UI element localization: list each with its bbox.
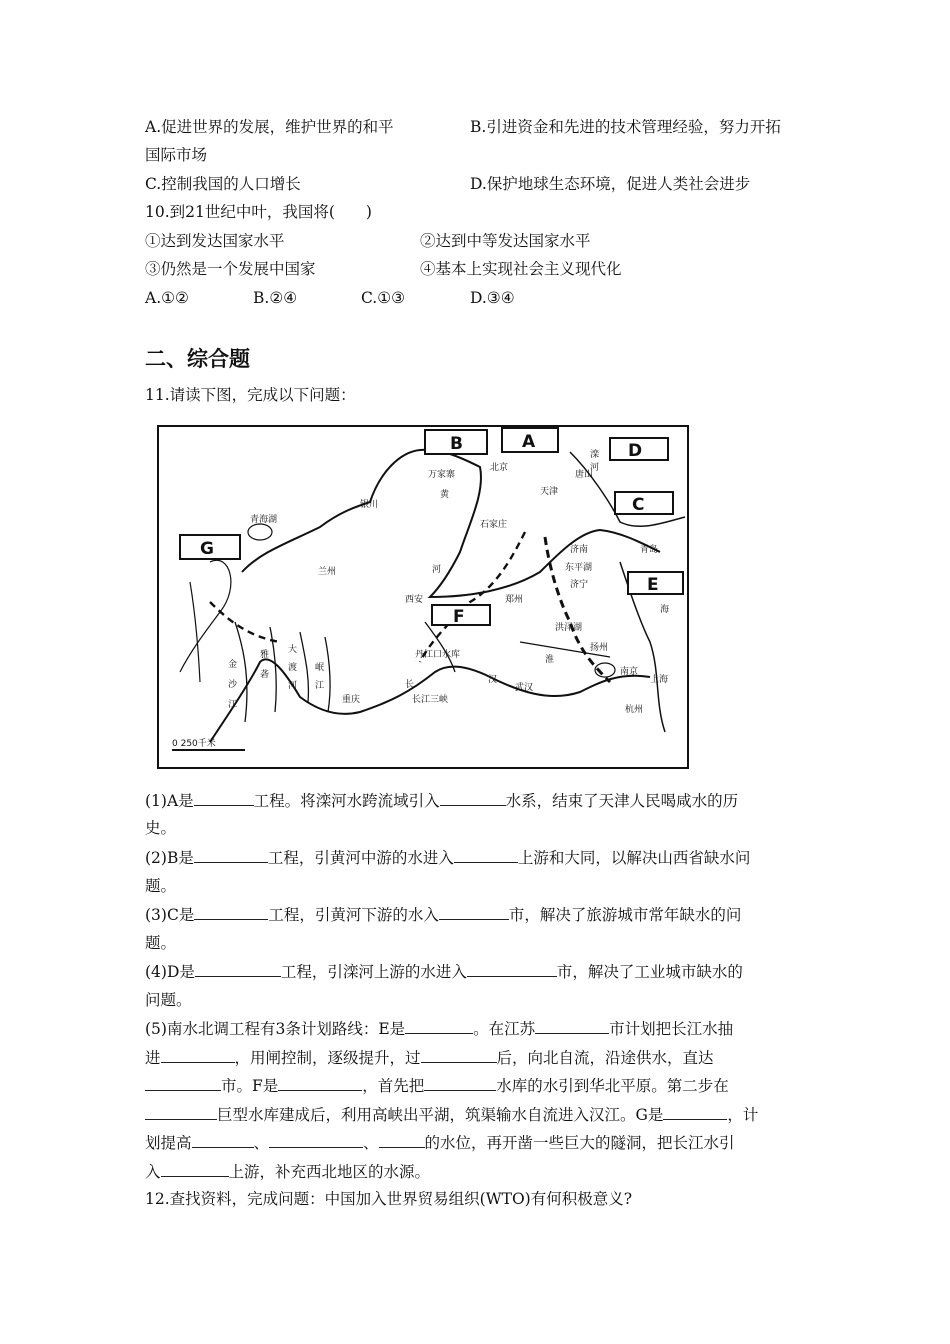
q11-part3-line2: 题。 bbox=[145, 934, 177, 952]
answer-blank[interactable] bbox=[405, 1018, 473, 1034]
city-label: 洪泽湖 bbox=[555, 623, 583, 633]
river-label: 雅 bbox=[260, 650, 270, 660]
box-label-d: D bbox=[628, 441, 643, 461]
box-label-f: F bbox=[453, 607, 465, 627]
answer-blank[interactable] bbox=[421, 1047, 497, 1063]
river-label: 长 bbox=[405, 680, 415, 690]
river-label: 砻 bbox=[260, 670, 270, 680]
q10-option-b: B.②④ bbox=[253, 289, 298, 307]
q11-part5-line6: 入 上游，补充西北地区的水源。 bbox=[145, 1163, 431, 1181]
q12-stem: 12.查找资料，完成问题：中国加入世界贸易组织(WTO)有何积极意义? bbox=[145, 1190, 633, 1208]
city-label: 兰州 bbox=[318, 567, 337, 577]
river-label: 渡 bbox=[288, 663, 298, 673]
city-label: 东平湖 bbox=[565, 563, 593, 573]
city-label: 青海湖 bbox=[250, 515, 278, 525]
answer-blank[interactable] bbox=[161, 1161, 229, 1177]
q9-option-c: C.控制我国的人口增长 bbox=[145, 175, 301, 193]
q11-part5-line3: 市。F是 ，首先把 水库的水引到华北平原。第二步在 bbox=[145, 1075, 729, 1096]
answer-blank[interactable] bbox=[192, 1132, 254, 1148]
city-label: 万家寨 bbox=[428, 470, 456, 480]
city-label: 长江三峡 bbox=[412, 695, 449, 705]
city-label: 济宁 bbox=[570, 580, 589, 590]
answer-blank[interactable] bbox=[424, 1075, 496, 1091]
river-label: 黄 bbox=[440, 490, 450, 500]
answer-blank[interactable] bbox=[145, 1104, 217, 1120]
q10-statement-1: ①达到发达国家水平 bbox=[145, 232, 285, 250]
river-label: 大 bbox=[288, 645, 298, 655]
water-diversion-map bbox=[150, 412, 710, 774]
answer-blank[interactable] bbox=[440, 790, 506, 806]
box-label-g: G bbox=[200, 539, 214, 559]
city-label: 唐山 bbox=[575, 470, 594, 480]
city-label: 银川 bbox=[360, 500, 379, 510]
river-label: 海 bbox=[660, 605, 670, 615]
river-label: 河 bbox=[590, 463, 600, 473]
answer-blank[interactable] bbox=[194, 904, 268, 920]
city-label: 青岛 bbox=[640, 545, 659, 555]
river-label: 岷 bbox=[315, 663, 325, 673]
city-label: 郑州 bbox=[505, 595, 524, 605]
answer-blank[interactable] bbox=[161, 1047, 235, 1063]
q11-part5-line2: 进 ，用闸控制，逐级提升，过 后，向北自流，沿途供水，直达 bbox=[145, 1049, 714, 1067]
q10-statement-4: ④基本上实现社会主义现代化 bbox=[420, 260, 622, 278]
q11-part1-line1: (1)A是 工程。将滦河水跨流域引入 水系，结束了天津人民喝咸水的历 bbox=[145, 792, 739, 810]
answer-blank[interactable] bbox=[278, 1075, 362, 1091]
river-label: 滦 bbox=[590, 450, 600, 460]
answer-blank[interactable] bbox=[439, 904, 509, 920]
q11-part5-line4: 巨型水库建成后，利用高峡出平湖，筑渠输水自流进入汉江。G是 ，计 bbox=[145, 1104, 758, 1125]
city-label: 扬州 bbox=[590, 643, 609, 653]
river-label: 淮 bbox=[545, 655, 555, 665]
answer-blank[interactable] bbox=[195, 961, 281, 977]
scale-label: 0 250千米 bbox=[172, 739, 216, 749]
q10-stem: 10.到21世纪中叶，我国将( ) bbox=[145, 203, 372, 221]
q9-option-b-continued: 国际市场 bbox=[145, 146, 208, 164]
q11-stem: 11.请读下图，完成以下问题： bbox=[145, 386, 356, 404]
box-label-b: B bbox=[450, 434, 463, 454]
city-label: 石家庄 bbox=[480, 520, 508, 530]
river-label: 河 bbox=[288, 681, 298, 691]
q9-option-a: A.促进世界的发展，维护世界的和平 bbox=[145, 118, 394, 136]
river-label: 汉 bbox=[488, 675, 498, 685]
answer-blank[interactable] bbox=[535, 1018, 609, 1034]
q11-part4-line1: (4)D是 工程，引滦河上游的水进入 市，解决了工业城市缺水的 bbox=[145, 963, 743, 981]
answer-blank[interactable] bbox=[145, 1075, 221, 1091]
river-label: 金 bbox=[228, 660, 238, 670]
section-heading: 二、综合题 bbox=[145, 347, 250, 371]
answer-blank[interactable] bbox=[454, 847, 518, 863]
q11-part3-line1: (3)C是 工程，引黄河下游的水入 市，解决了旅游城市常年缺水的问 bbox=[145, 906, 742, 924]
river-label: 沙 bbox=[228, 680, 238, 690]
river-label: 河 bbox=[432, 565, 442, 575]
q11-part5-line5: 划提高 、 、 的水位，再开凿一些巨大的隧洞，把长江水引 bbox=[145, 1134, 735, 1152]
q11-part5-line1: (5)南水北调工程有3条计划路线：E是 。在江苏 市计划把长江水抽 bbox=[145, 1020, 734, 1038]
q10-statement-3: ③仍然是一个发展中国家 bbox=[145, 260, 316, 278]
box-label-a: A bbox=[522, 432, 536, 452]
q11-part2-line1: (2)B是 工程，引黄河中游的水进入 上游和大同，以解决山西省缺水问 bbox=[145, 849, 751, 867]
city-label: 杭州 bbox=[625, 705, 644, 715]
q11-part2-line2: 题。 bbox=[145, 877, 177, 895]
q10-option-a: A.①② bbox=[145, 289, 189, 307]
city-label: 重庆 bbox=[342, 695, 361, 705]
q10-option-c: C.①③ bbox=[361, 289, 406, 307]
q10-option-d: D.③④ bbox=[470, 289, 515, 307]
answer-blank[interactable] bbox=[269, 1132, 363, 1148]
answer-blank[interactable] bbox=[194, 847, 268, 863]
city-label: 丹江口水库 bbox=[415, 650, 461, 660]
city-label: 南京 bbox=[620, 667, 639, 677]
city-label: 北京 bbox=[490, 463, 509, 473]
q11-part1-line2: 史。 bbox=[145, 819, 177, 837]
city-label: 武汉 bbox=[515, 683, 534, 693]
city-label: 西安 bbox=[405, 595, 424, 605]
answer-blank[interactable] bbox=[467, 961, 557, 977]
answer-blank[interactable] bbox=[663, 1104, 727, 1120]
city-label: 上海 bbox=[650, 675, 669, 685]
q11-part4-line2: 问题。 bbox=[145, 991, 192, 1009]
box-label-e: E bbox=[647, 575, 659, 595]
answer-blank[interactable] bbox=[194, 790, 254, 806]
q10-statement-2: ②达到中等发达国家水平 bbox=[420, 232, 591, 250]
q9-option-d: D.保护地球生态环境，促进人类社会进步 bbox=[470, 175, 751, 193]
river-label: 江 bbox=[315, 681, 325, 691]
city-label: 天津 bbox=[540, 487, 559, 497]
answer-blank[interactable] bbox=[379, 1132, 425, 1148]
q9-option-b: B.引进资金和先进的技术管理经验，努力开拓 bbox=[470, 118, 781, 136]
city-label: 济南 bbox=[570, 545, 589, 555]
box-label-c: C bbox=[632, 495, 645, 515]
river-label: 江 bbox=[228, 700, 238, 710]
